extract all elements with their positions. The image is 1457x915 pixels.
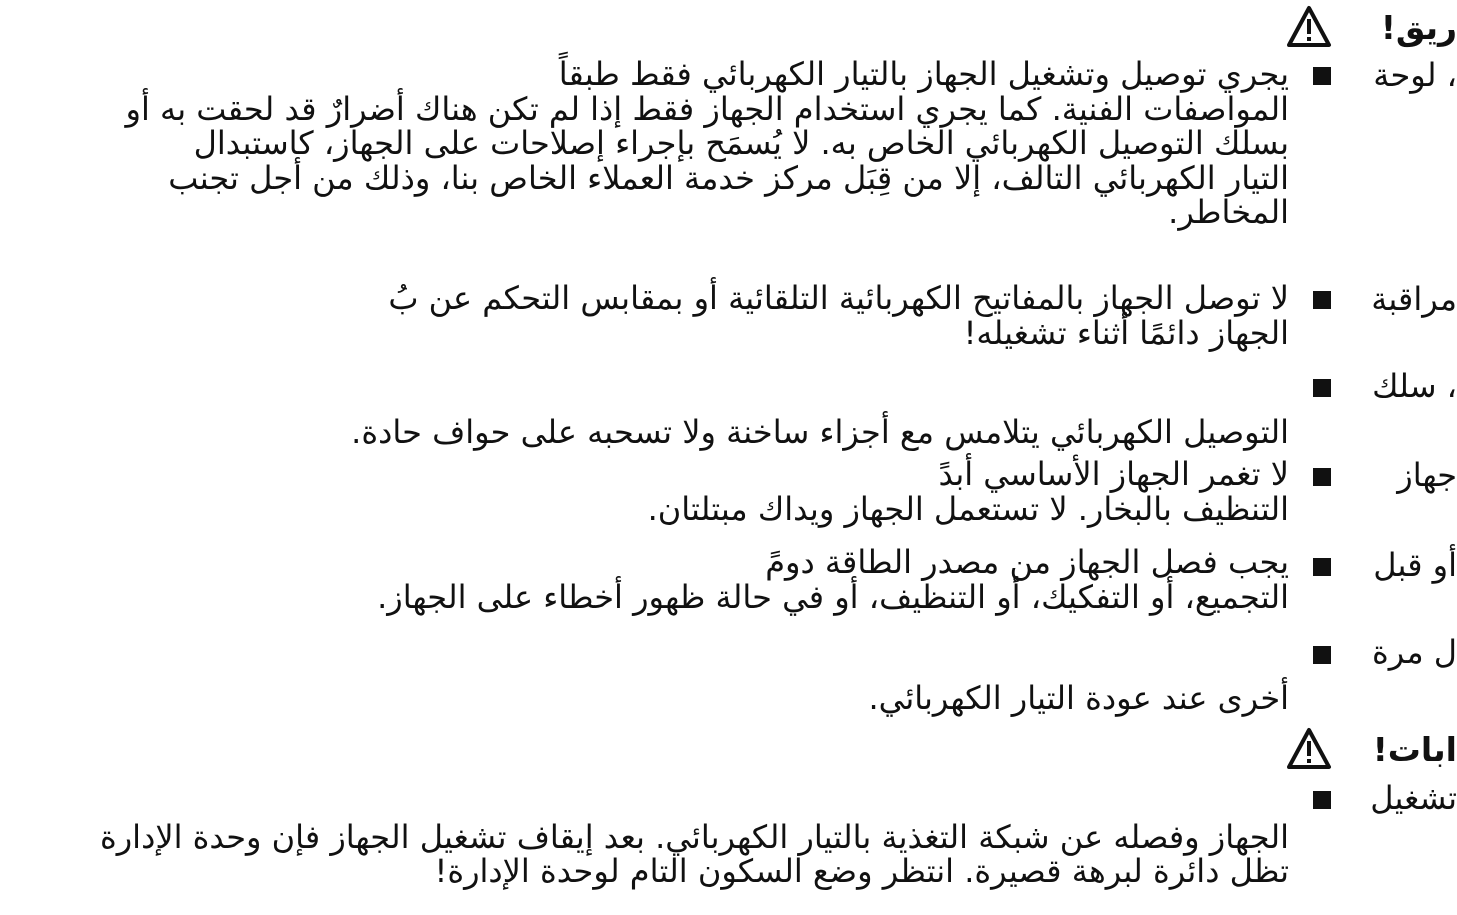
paragraph xyxy=(868,646,1289,715)
bullet xyxy=(1313,558,1331,576)
bullet xyxy=(1313,791,1331,809)
paragraph-line: الجهاز دائمًا أثناء تشغيله! xyxy=(963,313,1289,352)
paragraph-line: التيار الكهربائي التالف، إلا من قِبَل مركز خدمة العملاء الخاص بنا، وذلك من أجل تجنب xyxy=(168,158,1289,197)
paragraph-line xyxy=(868,646,1289,681)
warning-triangle-icon xyxy=(1286,726,1332,772)
paragraph xyxy=(648,457,1289,526)
bullet xyxy=(1313,67,1331,85)
paragraph-line xyxy=(100,785,1289,820)
paragraph xyxy=(126,57,1289,230)
paragraph-line: لا تغمر الجهاز الأساسي أبدً xyxy=(938,455,1289,493)
paragraph xyxy=(100,785,1289,889)
bullet xyxy=(1313,291,1331,309)
item-lead-fragment: ، لوحة xyxy=(1373,56,1457,94)
item-lead-fragment: أو قبل xyxy=(1373,546,1457,584)
paragraph-line: تظل دائرة لبرهة قصيرة. انتظر وضع السكون التام لوحدة الإدارة! xyxy=(434,852,1289,890)
bullet xyxy=(1313,646,1331,664)
item-lead-fragment: جهاز xyxy=(1397,456,1457,494)
paragraph-line: يجب فصل الجهاز من مصدر الطاقة دومً xyxy=(765,543,1289,581)
paragraph-line xyxy=(351,380,1289,415)
item-lead-fragment: ، سلك xyxy=(1372,367,1457,405)
paragraph-line: المواصفات الفنية. كما يجري استخدام الجهاز فقط إذا لم تكن هناك أضرارٌ قد لحقت به أو xyxy=(125,89,1289,128)
item-lead-fragment: مراقبة xyxy=(1371,280,1457,318)
item-lead-fragment: تشغيل xyxy=(1370,779,1457,817)
paragraph-line: بسلك التوصيل الكهربائي الخاص به. لا يُسمَح بإجراء إصلاحات على الجهاز، كاستبدال xyxy=(193,124,1289,162)
section-heading-fragment: ابات! xyxy=(1372,730,1457,769)
paragraph-line: لا توصل الجهاز بالمفاتيح الكهربائية التلقائية أو بمقابس التحكم عن بُ xyxy=(388,279,1289,317)
paragraph xyxy=(388,281,1289,350)
paragraph-line: التوصيل الكهربائي يتلامس مع أجزاء ساخنة ولا تسحبه على حواف حادة. xyxy=(351,412,1289,451)
paragraph-line: أخرى عند عودة التيار الكهربائي. xyxy=(868,678,1289,717)
bullet xyxy=(1313,468,1331,486)
section-heading-fragment: ريق! xyxy=(1380,8,1457,47)
item-lead-fragment: ل مرة xyxy=(1372,633,1457,671)
paragraph-line: الجهاز وفصله عن شبكة التغذية بالتيار الكهربائي. بعد إيقاف تشغيل الجهاز فإن وحدة الإدارة xyxy=(99,817,1289,856)
warning-triangle-icon xyxy=(1286,4,1332,50)
paragraph-line: التنظيف بالبخار. لا تستعمل الجهاز ويداك مبتلتان. xyxy=(647,489,1289,528)
paragraph-line: التجميع، أو التفكيك، أو التنظيف، أو في حالة ظهور أخطاء على الجهاز. xyxy=(377,577,1289,616)
paragraph xyxy=(351,380,1289,449)
bullet xyxy=(1313,379,1331,397)
paragraph xyxy=(377,545,1289,614)
paragraph-line: المخاطر. xyxy=(1168,193,1289,231)
paragraph-line: يجري توصيل وتشغيل الجهاز بالتيار الكهربائي فقط طبقاً xyxy=(558,55,1289,93)
